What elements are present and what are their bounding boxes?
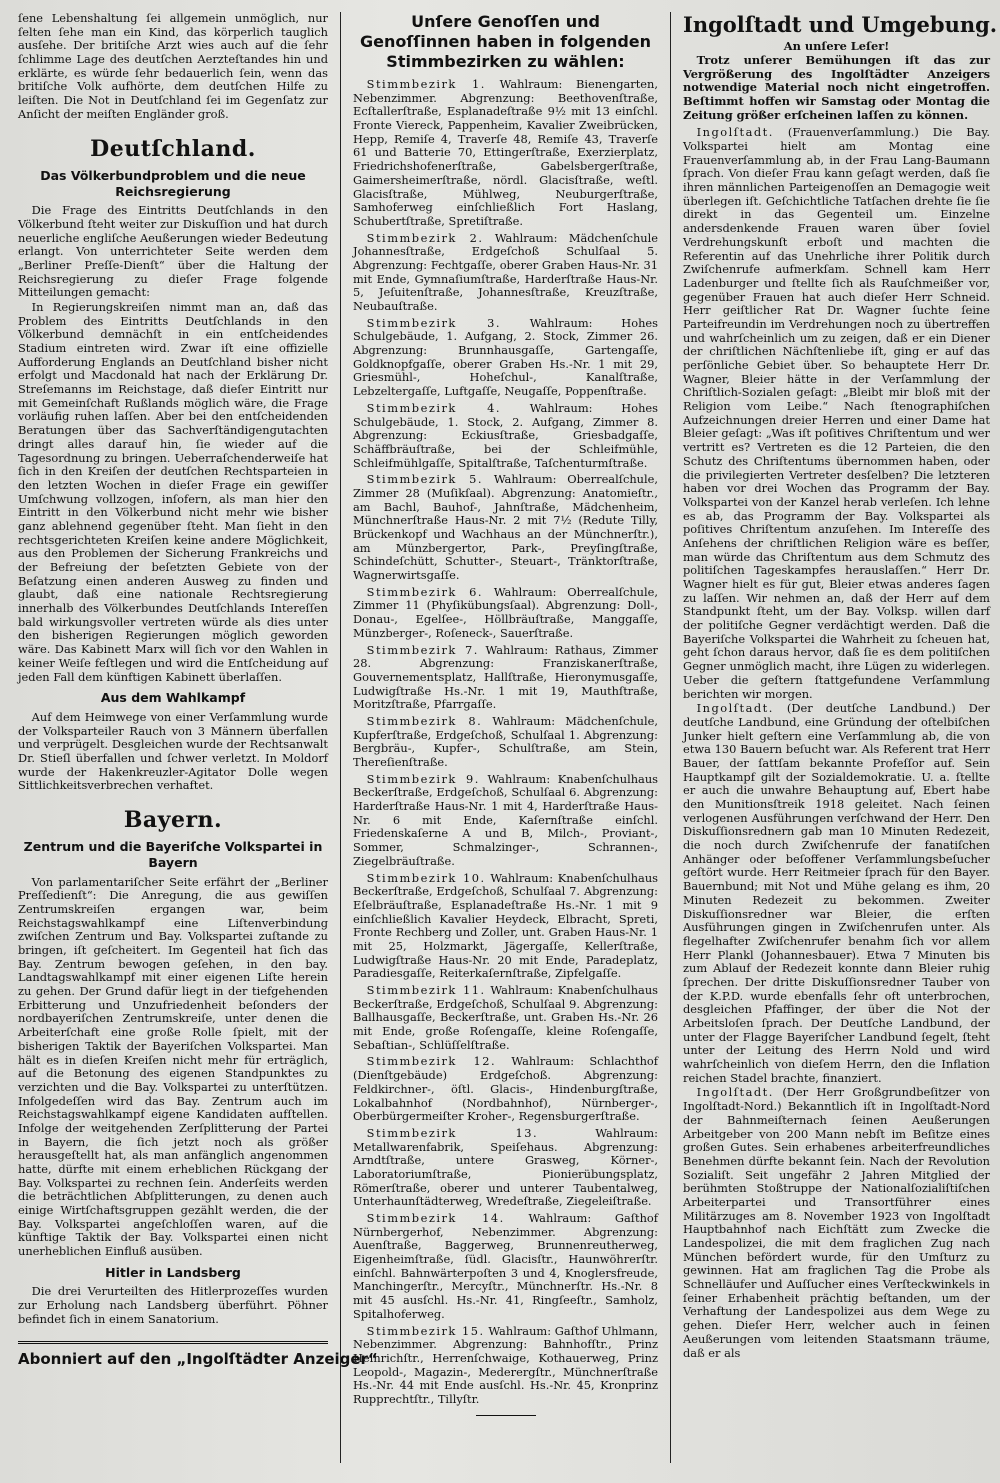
column-end-rule bbox=[476, 1415, 536, 1416]
district-entry bbox=[353, 78, 658, 229]
article-title-voelkerbund: Das Völkerbundproblem und die neue Reichsregierung bbox=[40, 167, 306, 199]
article-title-zentrum: Zentrum und die Bayeriſche Volkspartei in Bayern bbox=[23, 839, 323, 870]
district-text: Wahlraum: Metallwarenfabrik, Speiſehaus. Abgrenzung: Arndtſtraße, untere Grasweg, Körner-, Laboratoriumſtraße, Pionierübungsplatz, Römerſtraße, oberer und unterer Taubentalweg, Unterhaunſtädterweg, Wredeſtraße, Ziegeleiſtraße. bbox=[353, 1125, 659, 1209]
notice-block bbox=[683, 54, 990, 122]
district-name: Stimmbezirk 2. bbox=[366, 230, 484, 245]
district-name: Stimmbezirk 6. bbox=[366, 584, 483, 599]
district-text: Wahlraum: Hohes Schulgebäude, 1. Aufgang, 2. Stock, Zimmer 26. Abgrenzung: Brunnhausgaſſe, Gartengaſſe, Goldknopfgaſſe, oberer Graben Hs.-Nr. 1 mit 29, Griesmühl-, Hoheſchul-, Kanalſtraße, Lebzeltergaſſe, Luftgaſſe, Neugaſſe, Poppenſtraße. bbox=[353, 315, 658, 399]
section-title-deutschland: Deutſchland. bbox=[90, 135, 256, 162]
dateline: Ingolſtadt. bbox=[696, 1085, 774, 1100]
district-name: Stimmbezirk 9. bbox=[366, 771, 480, 786]
notice-title: An unſere Leſer! bbox=[783, 39, 890, 54]
notice-text: Trotz unſerer Bemühungen iſt das zur Vergrößerung des Ingolſtädter Anzeigers notwendige Material noch nicht eingetroffen. Beſtimmt hoffen wir Samstag oder Montag die Zeitung größer erſcheinen laſſen zu können. bbox=[683, 52, 990, 122]
district-name: Stimmbezirk 8. bbox=[366, 713, 483, 728]
district-name: Stimmbezirk 7. bbox=[366, 642, 479, 657]
article-voelkerbund-p1: Die Frage des Eintritts Deutſchlands in den Völkerbund ſteht weiter zur Diskuſſion und hat durch neuerliche engliſche Aeußerungen wieder Bedeutung erlangt. Von unterrichteter Seite werden dem „Berliner Preſſe-Dienſt“ über die Haltung der Reichsregierung zu dieſer Frage folgende Mitteilungen gemacht: bbox=[18, 203, 328, 300]
column-left bbox=[18, 11, 378, 1463]
district-name: Stimmbezirk 1. bbox=[366, 77, 486, 91]
polling-districts-heading: Unſere Genoſſen und Genoſſinnen haben in folgenden Stimmbezirken zu wählen: bbox=[359, 12, 652, 71]
district-entry bbox=[353, 586, 658, 641]
district-text: Wahlraum: Gaſthof Nürnbergerhof, Nebenzimmer. Abgrenzung: Auenſtraße, Baggerweg, Brunnenreutherweg, Eigenheimſtraße, ſüdl. Glacisſtr., Haunwöhrerſtr. einſchl. Bahnwärterpoſten 3 und 4, Knoglersfreude, Manchingerſtr., Mercyſtr., Münchnerſtr. Hs.-Nr. 8 mit 45 ausſchl. Hs.-Nr. 41, Ringſeeſtr., Samholz, Spitalhoferweg. bbox=[353, 1211, 659, 1321]
news-text: (Der Herr Großgrundbeſitzer von Ingolſtadt-Nord.) Bekanntlich iſt in Ingolſtadt-Nord der Bahnmeiſternach ſeinen Aeußerungen Arbeitgeber von 200 Mann nebſt im Beſitze eines großen Gutes. Sein erhabenes arbeiterfreundliches Benehmen dürfte bekannt ſein. Nach der Revolution Sozialiſt. Seit ungefähr 2 Jahren Mitglied der berühmten Stoßtruppe der Nationalſozialiſtiſchen Arbeiterpartei und Transortführer eines Militärzuges am 8. November 1923 von Ingolſtadt Hauptbahnhof nach Eichſtätt zum Zwecke die Landespolizei, die mit dem fraglichen Zug nach München befördert wurde, für den Umſturz zu gewinnen. Hat am fraglichen Tag die Probe als Schnelläufer und Auſſucher eines Verſteckwinkels in ſeiner Erhabenheit prächtig beſtanden, um der Verhaftung der Landespolizei aus dem Wege zu gehen. Dieſer Herr, welcher auch in ſeinen Aeußerungen vom leitenden Staatsmann träume, daß er als bbox=[683, 1085, 990, 1360]
district-name: Stimmbezirk 10. bbox=[366, 870, 486, 885]
article-title-hitler: Hitler in Landsberg bbox=[105, 1264, 241, 1280]
dateline: Ingolſtadt. bbox=[696, 701, 774, 716]
dateline: Ingolſtadt. bbox=[696, 125, 774, 140]
section-title-ingolstadt: Ingolſtadt und Umgebung. bbox=[683, 12, 998, 37]
district-name: Stimmbezirk 5. bbox=[366, 472, 483, 487]
article-wahlkampf-p1: Auf dem Heimwege von einer Verſammlung wurde der Volksparteiler Rauch von 3 Männern überfallen und verprügelt. Desgleichen wurde der Rechtsanwalt Dr. Stieſl überfallen und ſchwer verletzt. In Moldorf wurde der Hakenkreuzler-Agitator Dolle wegen Sittlichkeitsverbrechen verhaftet. bbox=[18, 709, 328, 793]
district-entry bbox=[353, 317, 658, 399]
district-entry bbox=[353, 984, 658, 1052]
district-name: Stimmbezirk 13. bbox=[366, 1125, 539, 1140]
district-name: Stimmbezirk 12. bbox=[366, 1054, 497, 1069]
district-name: Stimmbezirk 15. bbox=[366, 1323, 485, 1338]
district-text: Wahlraum: Oberrealſchule, Zimmer 11 (Phyſikübungsſaal). Abgrenzung: Doll-, Donau-, Egelſee-, Höllbräuſtraße, Manggaſſe, Münzberger-, Roſeneck-, Sauerſtraße. bbox=[353, 584, 659, 640]
district-entry bbox=[353, 1127, 658, 1209]
district-text: Wahlraum: Rathaus, Zimmer 28. Abgrenzung: Franziskanerſtraße, Gouvernementsplatz, Hallſtraße, Hieronymusgaſſe, Ludwigſtraße Hs.-Nr. 1 mit 19, Mauthſtraße, Moritzſtraße, Pfarrgaſſe. bbox=[353, 642, 659, 712]
district-entry bbox=[353, 402, 658, 470]
local-news-grossgrundbesitzer bbox=[683, 1086, 990, 1360]
intro-paragraph: ſene Lebenshaltung ſei allgemein unmöglich, nur ſelten ſehe man ein Kind, das körperlich tauglich ausſehe. Der britiſche Arzt wies auch auf die ſehr ſchlimme Lage des deutſchen Aerzteſtandes hin und erklärte, es würde ſehr bedauerlich ſein, wenn das britiſche Volk aufhörte, dem deutſchen Hilfe zu leiſten. Die Not in Deutſchland ſei im Gegenſatz zur Anſicht der meiſten Engländer groß. bbox=[18, 11, 328, 121]
district-entry bbox=[353, 715, 658, 770]
district-text: Wahlraum: Bienengarten, Nebenzimmer. Abgrenzung: Beethovenſtraße, Ecſtallerſtraße, Esplanadeſtraße 9½ mit 13 einſchl. Fronte Viereck, Pappenheim, Kavalier Zweibrücken, Hepp, Remiſe 4, Traverſe 48, Remiſe 43, Traverſe 61 und Batterie 70, Ettingerſtraße, Exerzierplatz, Friedrichshofenerſtraße, Gabelsbergerſtraße, Gaimersheimerſtraße, nördl. Glacisſtraße, weſtl. Glacisſtraße, Mühlweg, Neuburgerſtraße, Samhoferweg einſchließlich Fort Haslang, Schubertſtraße, Spretiſtraße. bbox=[353, 77, 659, 228]
district-text: Wahlraum: Mädchenſchule Johannesſtraße, Erdgeſchoß Schulſaal 5. Abgrenzung: Fechtgaſſe, oberer Graben Haus-Nr. 31 mit Ende, Gymnaſiumſtraße, Harderſtraße Haus-Nr. 5, Jeſuitenſtraße, Johannesſtraße, Kreuzſtraße, Neubauſtraße. bbox=[353, 230, 659, 313]
section-title-bayern: Bayern. bbox=[123, 806, 223, 833]
local-news-landbund bbox=[683, 702, 990, 1085]
district-name: Stimmbezirk 14. bbox=[366, 1211, 505, 1225]
district-text: Wahlraum: Gaſthof Uhlmann, Nebenzimmer. Abgrenzung: Bahnhofſtr., Prinz Heinrichſtr., Herrenſchwaige, Kothauerweg, Prinz Leopold-, Magazin-, Mederergſtr., Münchnerſtraße Hs.-Nr. 44 mit Ende ausſchl. Hs.-Nr. 45, Kronprinz Rupprechtſtr., Tillyſtr. bbox=[353, 1323, 658, 1406]
news-text: (Frauenverſammlung.) Die Bay. Volkspartei hielt am Montag eine Frauenverſammlung ab, in der Frau Lang-Baumann ſprach. Von dieſer Frau kann geſagt werden, daß ſie ihren männlichen Parteigenoſſen an Demagogie weit überlegen iſt. Geſchichtliche Tatſachen drehte ſie ſie direkt in das Gegenteil um. Einzelne andersdenkende Frauen waren über ſoviel Verdrehungskunſt erboſt und machten die Referentin auf das Unehrliche ihrer Politik durch Zwiſchenrufe aufmerkſam. Schnell kam Herr Ladenburger und ſtellte ſich als Rauſchmeißer vor, gegenüber Frauen hat auch dieſer Herr Schneid. Herr geiſtlicher Rat Dr. Wagner ſuchte ſeine Parteifreundin im Verdrehungen noch zu übertreffen und wahrſcheinlich um zu zeigen, daß er ein Diener der chriſtlichen Nächſtenliebe iſt, ging er auf das perſönliche Gebiet über. So behauptete Herr Dr. Wagner, Bleier hätte in der Verſammlung der Chriſtlich-Sozialen geſagt: „Bleibt mir bloß mit der Religion vom Leibe.“ Nach ſtenographiſchen Aufzeichnungen dreier Herren und einer Dame hat Bleier geſagt: „Was iſt poſitives Chriſtentum und wer vertritt es? Vertreten es die 12 Parteien, die den Schutz des Chriſtentums übernommen haben, oder die privilegierten Vertreter desſelben? Die letzteren haben vor drei Wochen das Programm der Bay. Volkspartei von der Kanzel herab verleſen. Ich lehne es ab, das Programm der Bay. Volkspartei als poſitives Chriſtentum anzuſehen. Im Intereſſe des Anſehens der chriſtlichen Religion wäre es beſſer, man würde das Chriſtentum aus dem Schmutz des politiſchen Tageskampfes herauslaſſen.“ Herr Dr. Wagner hielt es für gut, Bleier etwas anderes ſagen zu laſſen. Wir nehmen an, daß der Herr auf dem Standpunkt ſteht, um der Bay. Volksp. willen darf der politiſche Gegner verdächtigt werden. Daß die Bayeriſche Volkspartei die Wahrheit zu ſcheuen hat, geht ſchon daraus hervor, daß ſie es dem politiſchen Gegner unmöglich macht, ihre Lügen zu widerlegen. Ueber die geſtern ſtattgefundene Verſammlung berichten wir morgen. bbox=[683, 125, 991, 701]
district-entry bbox=[353, 773, 658, 869]
article-voelkerbund-p2: In Regierungskreiſen nimmt man an, daß das Problem des Eintritts Deutſchlands in den Völkerbund demnächſt in ein entſcheidendes Stadium eintreten wird. Zwar iſt eine offizielle Aufforderung Englands an Deutſchland bisher nicht erfolgt und Macdonald hat nach der Erklärung Dr. Streſemanns im Reichstage, daß dieſer Eintritt nur mit Gemeinſchaft Rußlands möglich wäre, die Frage vorläufig ruhen laſſen. Aber bei den entſcheidenden Beratungen über das Sachverſtändigengutachten dringt alles darauf hin, ſie wieder auf die Tagesordnung zu bringen. Ueberraſchenderweiſe hat ſich in den Kreiſen der deutſchen Rechtsparteien in den letzten Wochen in dieſer Frage ein gewiſſer Umſchwung vollzogen, inſofern, als man hier den Eintritt in den Völkerbund nicht mehr wie bisher ganz ablehnend gegenüber ſteht. Man ſieht in den rechtsgerichteten Kreiſen keine andere Möglichkeit, aus den Problemen der Sicherung Frankreichs und der Befreiung der beſetzten Gebiete von der Beſatzung einen anderen Ausweg zu finden und glaubt, daß eine nationale Rechtsregierung innerhalb des Völkerbundes Deutſchlands Intereſſen bald wirkungsvoller vertreten würde als dies unter den bisherigen Regierungen möglich geworden wäre. Das Kabinett Marx will ſich vor den Wahlen in keiner Weiſe feſtlegen und wird die Entſcheidung auf jeden Fall dem künftigen Kabinett überlaſſen. bbox=[18, 299, 328, 684]
article-title-wahlkampf: Aus dem Wahlkampf bbox=[100, 690, 246, 706]
district-name: Stimmbezirk 3. bbox=[366, 315, 501, 330]
column-middle bbox=[340, 12, 670, 1463]
district-name: Stimmbezirk 4. bbox=[366, 400, 501, 415]
district-text: Wahlraum: Knabenſchulhaus Beckerſtraße, Erdgeſchoß, Schulſaal 6. Abgrenzung: Harderſtraße Haus-Nr. 1 mit 4, Harderſtraße Haus-Nr. 6 mit Ende, Kaſernſtraße einſchl. Friedenskaſerne A und B, Milch-, Proviant-, Sommer, Schmalzinger-, Schrannen-, Ziegelbräuſtraße. bbox=[353, 771, 659, 868]
district-text: Wahlraum: Hohes Schulgebäude, 1. Stock, 2. Aufgang, Zimmer 8. Abgrenzung: Eckiusſtraße, Griesbadgaſſe, Schäffbräuſtraße, bei der Schleifmühle, Schleifmühlgaſſe, Spitalſtraße, Taſchenturmſtraße. bbox=[353, 400, 658, 470]
news-text: (Der deutſche Landbund.) Der deutſche Landbund, eine Gründung der oſtelbiſchen Junker hielt geſtern eine Verſammlung ab, die von etwa 130 Bauern beſucht war. Als Referent trat Herr Bauer, der ſattſam bekannte Profeſſor auf. Sein Hauptkampf gilt der Sozialdemokratie. U. a. ſtellte er auch die unwahre Behauptung auf, Ebert habe den Munitionsſtreik 1918 geleitet. Nach ſeinen verlogenen Ausführungen verſchwand der Herr. Den Diskuſſionsrednern gab man 10 Minuten Redezeit, die noch durch Zwiſchenrufe der fanatiſchen Anhänger oder beſoffener Verſammlungsbeſucher geſtört wurde. Herr Reitmeier ſprach für den Bayer. Bauernbund; mit Not und Mühe gelang es ihm, 20 Minuten Redezeit zu bekommen. Zweiter Diskuſſionsredner war Bleier, die erſten Ausführungen gingen in Zwiſchenrufen unter. Als flegelhafter Zwiſchenrufer benahm ſich vor allem Herr Plankl (Johannesbauer). Etwa 7 Minuten bis zum Ablauf der Redezeit konnte dann Bleier ruhig ſprechen. Der dritte Diskuſſionsredner Tauber von der K.P.D. wurde ebenfalls ſehr oft unterbrochen, desgleichen Pfaffinger, der über die Not der Arbeitsloſen ſprach. Der Deutſche Landbund, der unter der Flagge Bayeriſcher Landbund ſegelt, ſteht unter der Leitung des Herrn Nold und wird wahrſcheinlich von dieſem Herrn, den die Inflation reichen Stadel brachte, finanziert. bbox=[683, 701, 990, 1085]
district-name: Stimmbezirk 11. bbox=[366, 983, 486, 997]
district-entry bbox=[353, 1212, 658, 1322]
district-entry bbox=[353, 644, 658, 712]
district-entry bbox=[353, 872, 658, 982]
district-entry bbox=[353, 473, 658, 583]
district-list bbox=[353, 78, 658, 1407]
column-right bbox=[670, 12, 998, 1463]
district-text: Wahlraum: Knabenſchulhaus Beckerſtraße, Erdgeſchoß, Schulſaal 7. Abgrenzung: Eſelbräuſtraße, Esplanadeſtraße Hs.-Nr. 1 mit 9 einſchließlich Kavalier Heydeck, Elbracht, Spreti, Fronte Rechberg und Zoller, unt. Graben Haus-Nr. 1 mit 25, Holzmarkt, Jägergaſſe, Kellerſtraße, Ludwigſtraße Haus-Nr. 20 mit Ende, Paradeplatz, Paradiesgaſſe, Reiterkaſernſtraße, Zipfelgaſſe. bbox=[353, 870, 659, 981]
district-text: Wahlraum: Mädchenſchule, Kupferſtraße, Erdgeſchoß, Schulſaal 1. Abgrenzung: Bergbräu-, Kupfer-, Schulſtraße, am Stein, Thereſienſtraße. bbox=[353, 713, 659, 769]
district-text: Wahlraum: Oberrealſchule, Zimmer 28 (Muſikſaal). Abgrenzung: Anatomieſtr., am Bachl, Bauhof-, Jahnſtraße, Mädchenheim, Münchnerſtraße Haus-Nr. 2 mit 7½ (Redute Tilly, Brückenkopf und Wachhaus an der Münchnerſtr.), am Münzbergertor, Park-, Preyſingſtraße, Schindeſchütt, Schutter-, Steuart-, Tränktorſtraße, Wagnerwirtsgaſſe. bbox=[353, 472, 659, 583]
subscribe-footer: Abonniert auf den „Ingolſtädter Anzeiger“ bbox=[18, 1341, 328, 1368]
article-hitler-p1: Die drei Verurteilten des Hitlerprozeſſes wurden zur Erholung nach Landsberg überführt. Pöhner befindet ſich in einem Sanatorium. bbox=[18, 1284, 328, 1326]
local-news-frauenversammlung bbox=[683, 126, 990, 701]
article-zentrum-p1: Von parlamentariſcher Seite erfährt der „Berliner Preſſedienſt“: Die Anregung, die aus gewiſſen Zentrumskreiſen ergangen war, beim Reichstagswahlkampf eine Liſtenverbindung zwiſchen Zentrum und Bay. Volkspartei zuſtande zu bringen, iſt geſcheitert. Im Gegenteil hat ſich das Bay. Zentrum bewogen geſehen, in den bay. Landtagswahlkampf mit einer eigenen Liſte herein zu gehen. Der Grund dafür liegt in der tiefgehenden Erbitterung und Unzufriedenheit beſonders der nordbayeriſchen Zentrumskreiſe, unter denen die Arbeiterſchaft eine große Rolle ſpielt, mit der bisherigen Taktik der Bayeriſchen Volkspartei. Man hält es in dieſen Kreiſen nicht mehr für erträglich, auf die Betonung des eigenen Standpunktes zu verzichten und die Bay. Volkspartei zu unterſtützen. Infolgedeſſen wird das Bay. Zentrum auch im Reichstagswahlkampf eigene Kandidaten aufſtellen. Infolge der weitgehenden Zerſplitterung der Partei in Bayern, die ſich jetzt noch als größer herausgeſtellt hat, als man anfänglich angenommen hatte, dürfte mit einem erheblichen Rückgang der Bay. Volkspartei zu rechnen ſein. Anderſeits werden die beträchtlichen Abſplitterungen, zu denen auch einige Wirtſchaftsgruppen gezählt werden, die der Bay. Volkspartei angeſchloſſen waren, auf die künftige Taktik der Bay. Volkspartei einen nicht unerheblichen Einfluß ausüben. bbox=[18, 874, 328, 1259]
district-entry bbox=[353, 232, 658, 314]
district-entry bbox=[353, 1055, 658, 1123]
district-entry bbox=[353, 1325, 658, 1407]
district-text: Wahlraum: Schlachthof (Dienſtgebäude) Erdgeſchoß. Abgrenzung: Feldkirchner-, öſtl. Glacis-, Hindenburgſtraße, Lokalbahnhof (Nordbahnhof), Nürnberger-, Oberbürgermeiſter Kroher-, Regensburgerſtraße. bbox=[353, 1054, 658, 1124]
district-text: Wahlraum: Knabenſchulhaus Beckerſtraße, Erdgeſchoß, Schulſaal 9. Abgrenzung: Ballhausgaſſe, Beckerſtraße, unt. Graben Hs.-Nr. 26 mit Ende, große Roſengaſſe, kleine Roſengaſſe, Sebaſtian-, Schlüſſelſtraße. bbox=[353, 983, 659, 1052]
